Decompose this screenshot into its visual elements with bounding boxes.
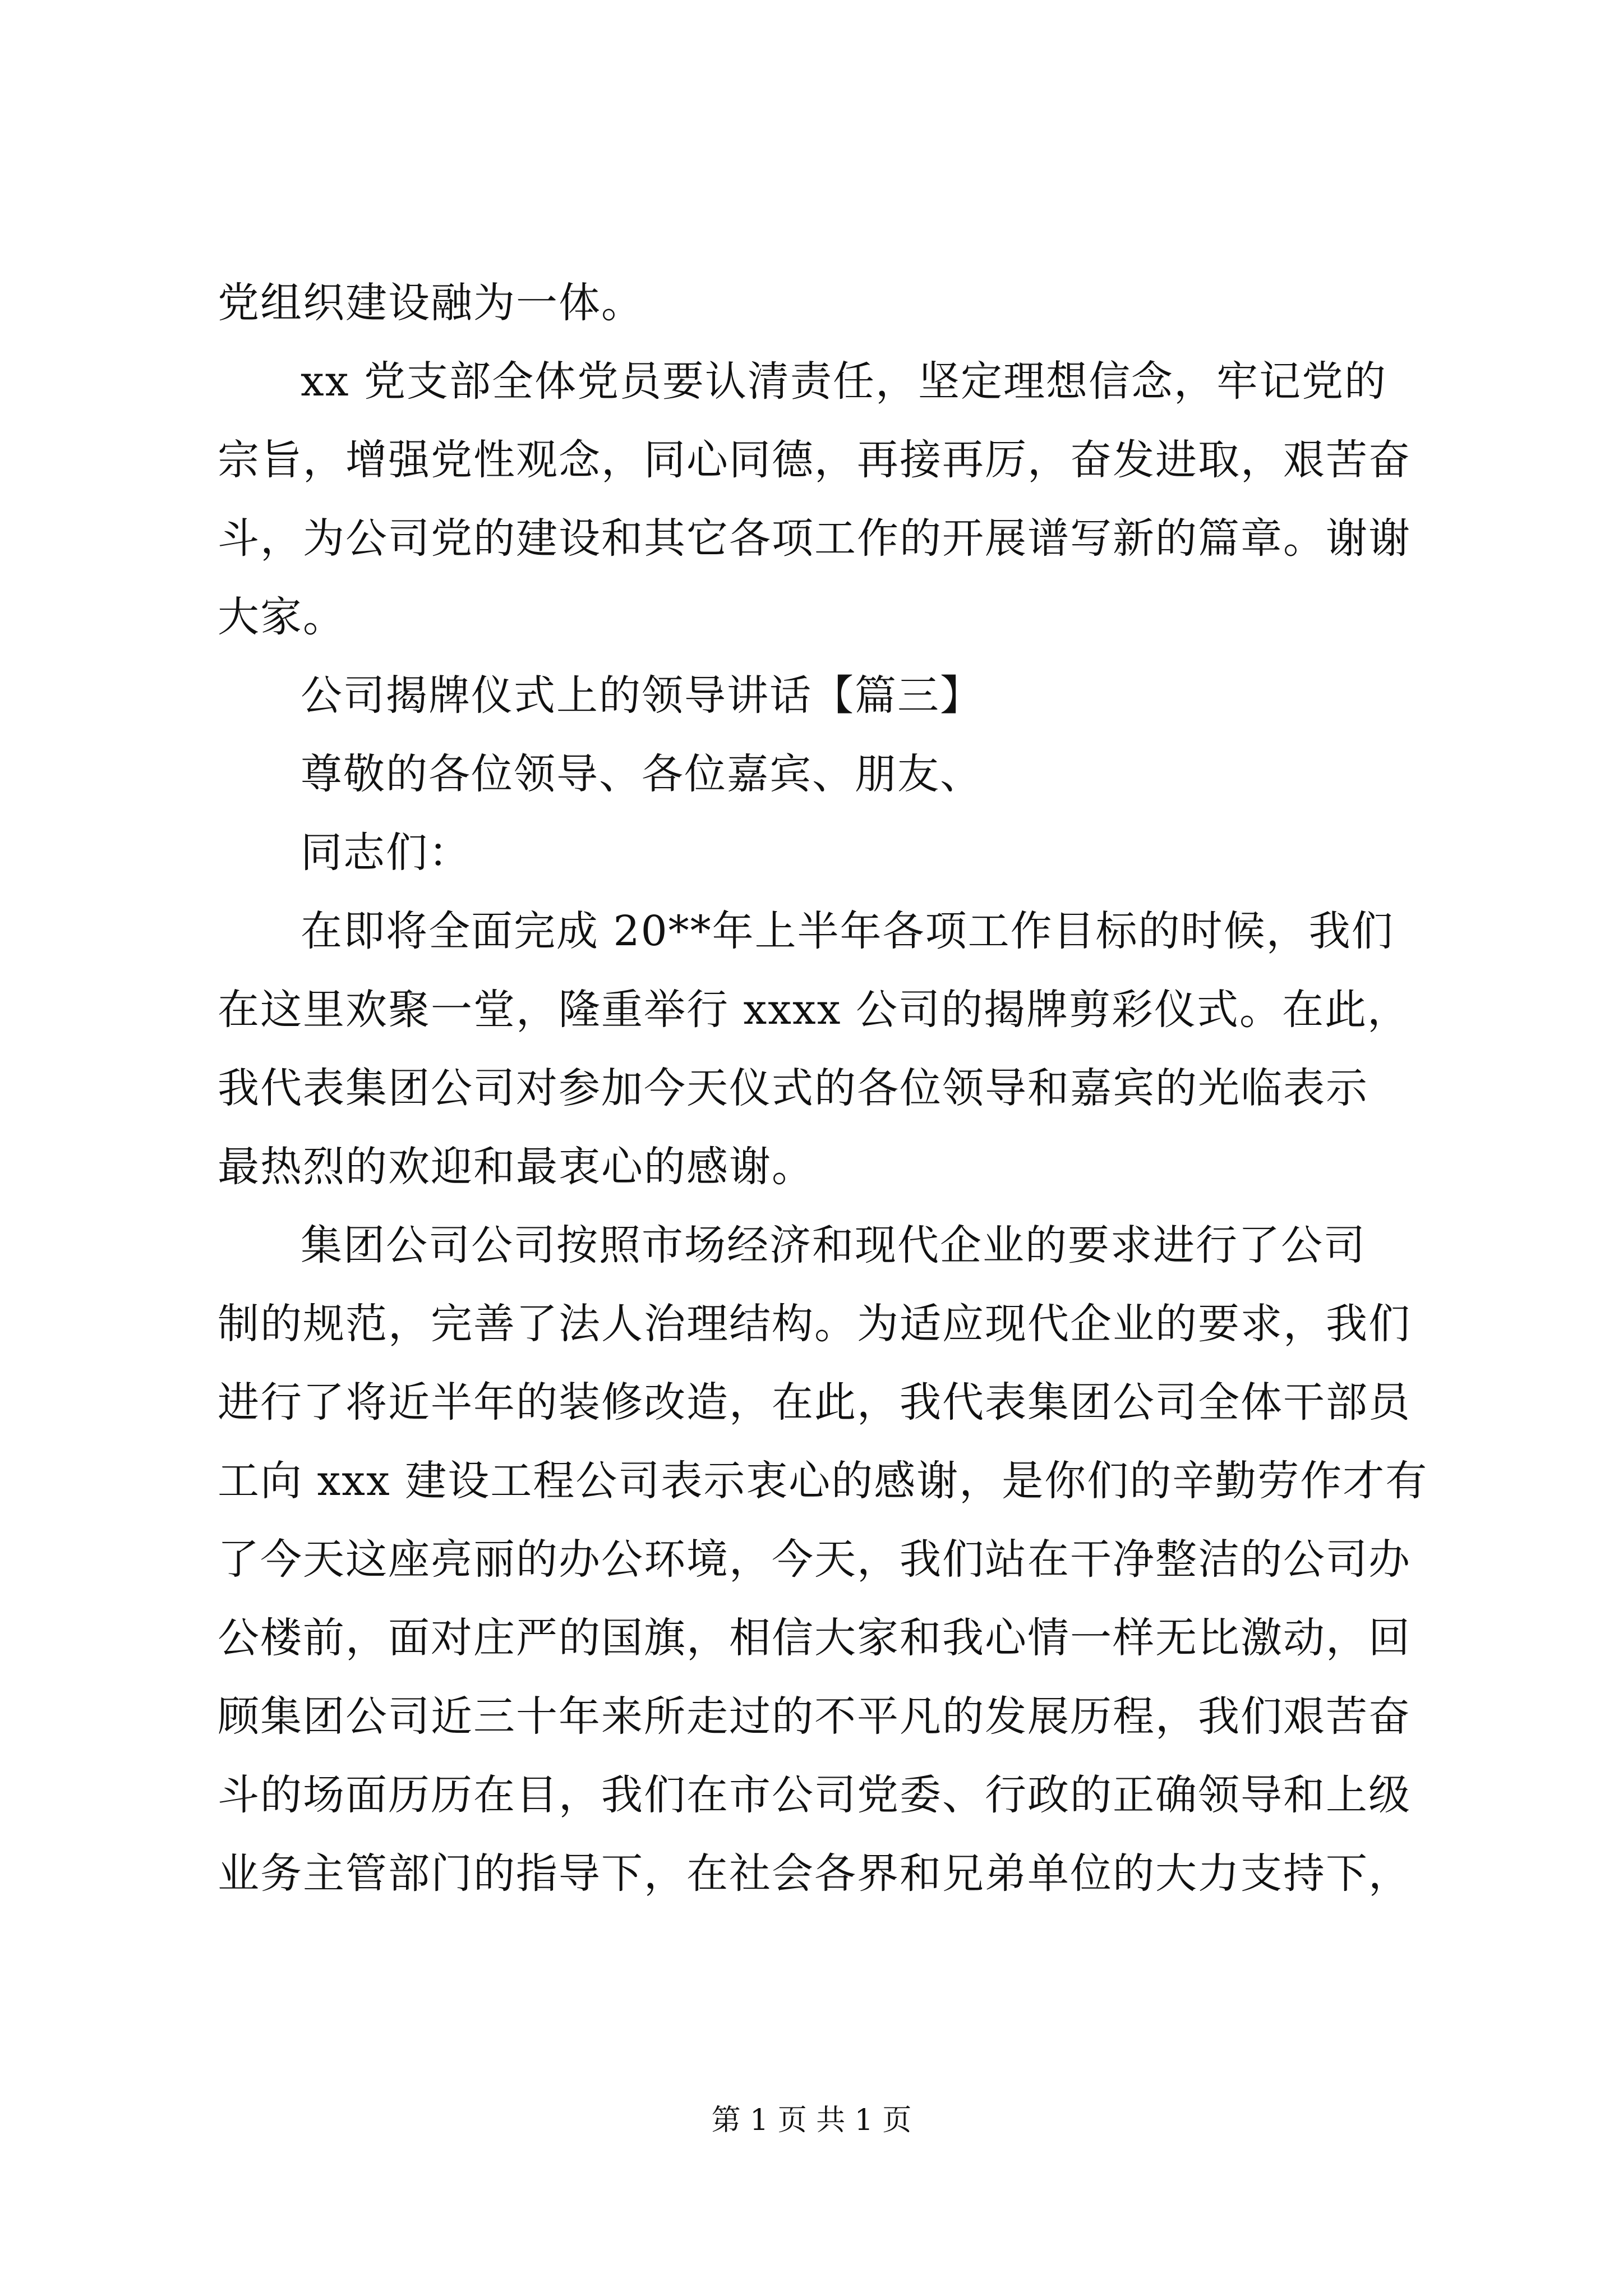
document-body <box>218 264 1428 1913</box>
body-line: 在即将全面完成 20**年上半年各项工作目标的时候，我们 <box>301 907 1394 955</box>
body-line: 业务主管部门的指导下，在社会各界和兄弟单位的大力支持下， <box>218 1849 1411 1898</box>
body-line: 宗旨，增强党性观念，同心同德，再接再厉，奋发进取，艰苦奋 <box>218 436 1411 484</box>
body-line: 进行了将近半年的装修改造，在此，我代表集团公司全体干部员 <box>218 1378 1411 1427</box>
section-heading: 公司揭牌仪式上的领导讲话【篇三】 <box>301 671 983 720</box>
body-line: 顾集团公司近三十年来所走过的不平凡的发展历程，我们艰苦奋 <box>218 1692 1411 1741</box>
body-line: 党组织建设融为一体。 <box>218 279 644 327</box>
body-line: 斗的场面历历在目，我们在市公司党委、行政的正确领导和上级 <box>218 1771 1411 1819</box>
page-number-footer: 第 1 页 共 1 页 <box>711 2104 912 2137</box>
body-line: 集团公司公司按照市场经济和现代企业的要求进行了公司 <box>301 1221 1366 1269</box>
body-line: 工向 xxx 建设工程公司表示衷心的感谢，是你们的辛勤劳作才有 <box>218 1457 1428 1505</box>
salutation-line: 尊敬的各位领导、各位嘉宾、朋友、 <box>301 750 983 798</box>
body-line: 制的规范，完善了法人治理结构。为适应现代企业的要求，我们 <box>218 1300 1411 1348</box>
salutation-line: 同志们： <box>301 829 471 877</box>
body-line: 最热烈的欢迎和最衷心的感谢。 <box>218 1143 814 1191</box>
body-line: 大家。 <box>218 593 345 641</box>
body-line: xx 党支部全体党员要认清责任，坚定理想信念，牢记党的 <box>301 357 1387 406</box>
body-line: 斗，为公司党的建设和其它各项工作的开展谱写新的篇章。谢谢 <box>218 514 1411 563</box>
body-line: 公楼前，面对庄严的国旗，相信大家和我心情一样无比激动，回 <box>218 1614 1411 1662</box>
body-line: 了今天这座亮丽的办公环境，今天，我们站在干净整洁的公司办 <box>218 1535 1411 1584</box>
body-line: 在这里欢聚一堂，隆重举行 xxxx 公司的揭牌剪彩仪式。在此， <box>218 986 1410 1034</box>
body-line: 我代表集团公司对参加今天仪式的各位领导和嘉宾的光临表示 <box>218 1064 1368 1112</box>
